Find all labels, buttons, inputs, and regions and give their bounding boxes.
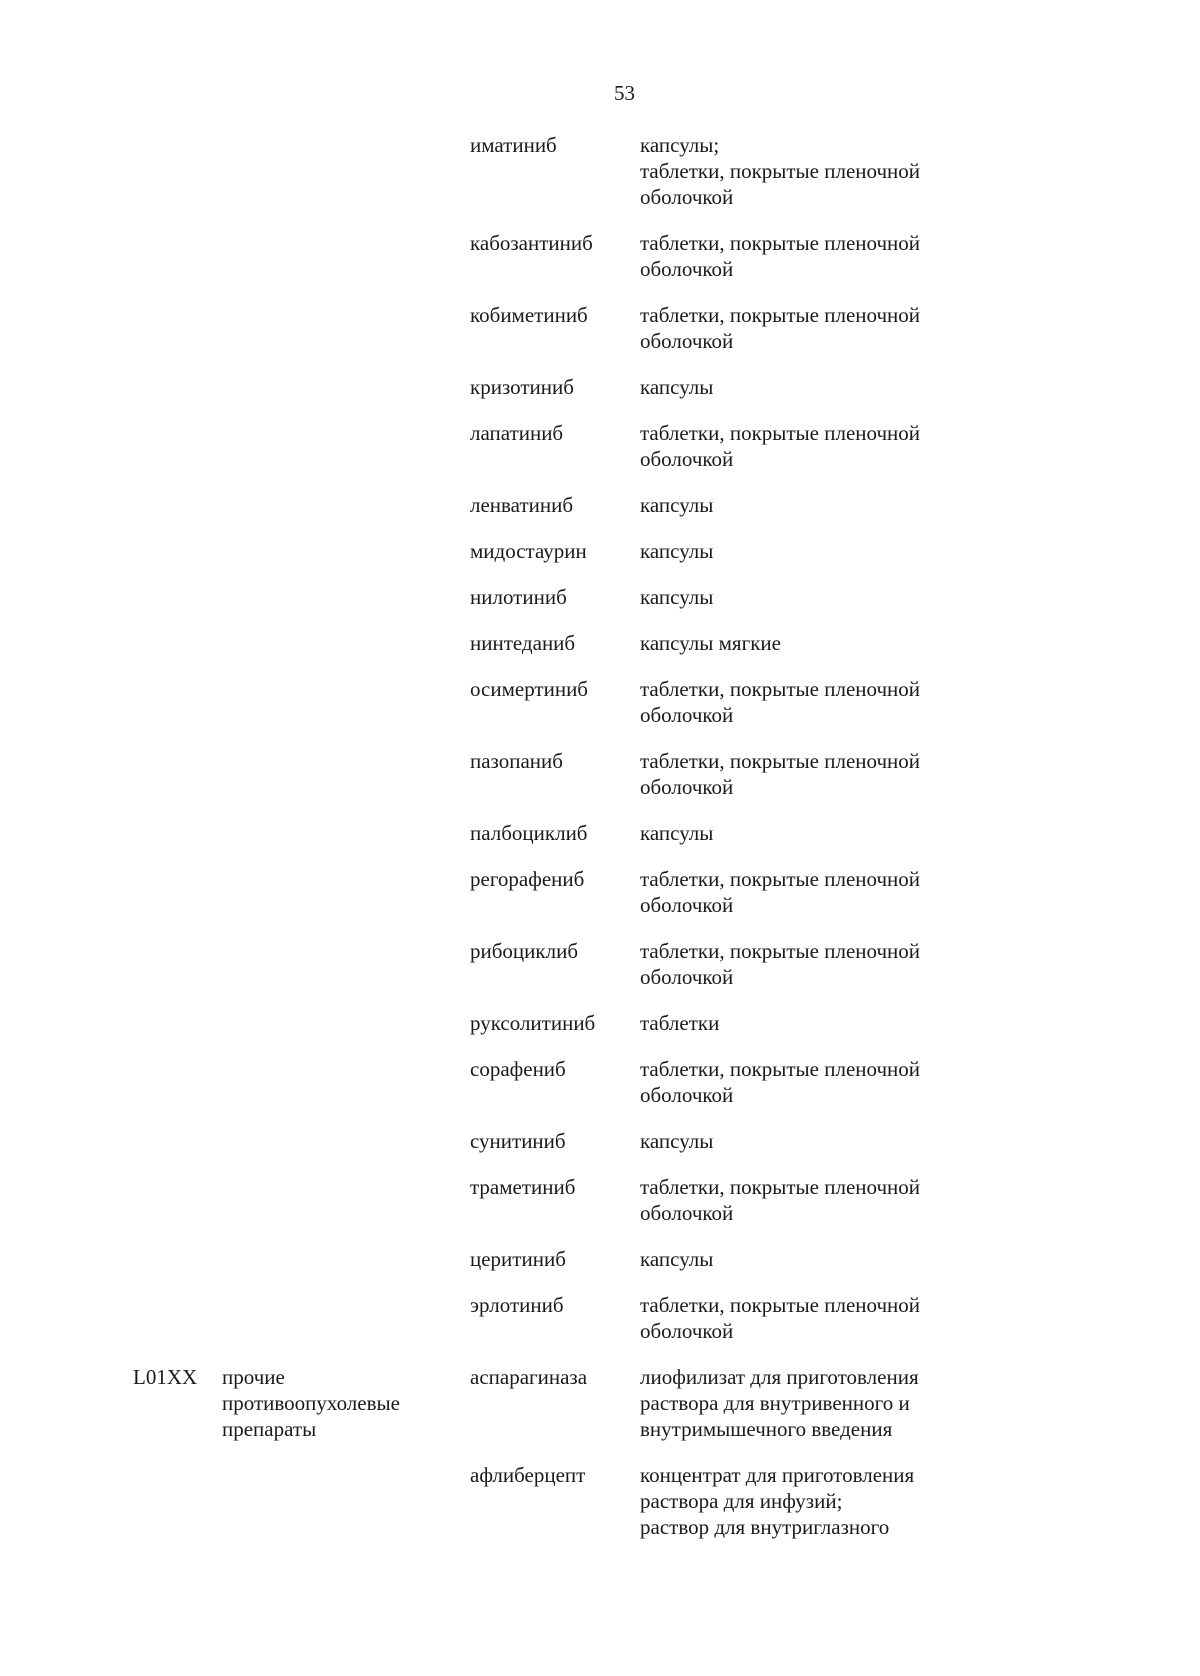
dosage-form-line: капсулы xyxy=(640,539,714,563)
dosage-form-line: раствор для внутриглазного xyxy=(640,1515,890,1539)
drug-name: траметиниб xyxy=(470,1175,576,1199)
dosage-form-line: таблетки, покрытые пленочной xyxy=(640,939,921,963)
dosage-form xyxy=(640,866,980,918)
dosage-form xyxy=(640,1364,980,1442)
drug-name: афлиберцепт xyxy=(470,1463,586,1487)
dosage-form-line: раствора для инфузий; xyxy=(640,1489,843,1513)
dosage-form xyxy=(640,1128,980,1154)
dosage-form-line: оболочкой xyxy=(640,1319,734,1343)
dosage-form xyxy=(640,420,980,472)
dosage-form-line: оболочкой xyxy=(640,185,734,209)
dosage-form xyxy=(640,630,980,656)
table-row xyxy=(0,1364,1200,1442)
drug-name: эрлотиниб xyxy=(470,1293,564,1317)
dosage-form xyxy=(640,1292,980,1344)
dosage-form-line: таблетки, покрытые пленочной xyxy=(640,749,921,773)
table-row xyxy=(0,584,1200,610)
table-row xyxy=(0,302,1200,354)
dosage-form-line: таблетки, покрытые пленочной xyxy=(640,1293,921,1317)
dosage-form xyxy=(640,1010,980,1036)
drug-name: кризотиниб xyxy=(470,375,574,399)
dosage-form-line: капсулы xyxy=(640,493,714,517)
page-number: 53 xyxy=(614,81,635,105)
table-row xyxy=(0,866,1200,918)
table-row xyxy=(0,748,1200,800)
dosage-form-line: таблетки, покрытые пленочной xyxy=(640,421,921,445)
dosage-form xyxy=(640,1462,980,1540)
drug-name: осимертиниб xyxy=(470,677,588,701)
dosage-form-line: оболочкой xyxy=(640,703,734,727)
dosage-form-line: таблетки, покрытые пленочной xyxy=(640,677,921,701)
dosage-form-line: таблетки xyxy=(640,1011,720,1035)
dosage-form-line: капсулы xyxy=(640,375,714,399)
dosage-form-line: таблетки, покрытые пленочной xyxy=(640,867,921,891)
dosage-form-line: оболочкой xyxy=(640,775,734,799)
dosage-form-line: таблетки, покрытые пленочной xyxy=(640,231,921,255)
dosage-form xyxy=(640,1056,980,1108)
table-row xyxy=(0,630,1200,656)
dosage-form-line: оболочкой xyxy=(640,257,734,281)
table-row xyxy=(0,1246,1200,1272)
drug-name: палбоциклиб xyxy=(470,821,588,845)
dosage-form xyxy=(640,820,980,846)
dosage-form-line: капсулы xyxy=(640,821,714,845)
table-row xyxy=(0,1056,1200,1108)
dosage-form-line: таблетки, покрытые пленочной xyxy=(640,1057,921,1081)
drug-name: сунитиниб xyxy=(470,1129,566,1153)
dosage-form xyxy=(640,938,980,990)
dosage-form-line: оболочкой xyxy=(640,447,734,471)
drug-name: руксолитиниб xyxy=(470,1011,596,1035)
dosage-form-line: оболочкой xyxy=(640,893,734,917)
dosage-form-line: капсулы мягкие xyxy=(640,631,781,655)
dosage-form-line: внутримышечного введения xyxy=(640,1417,893,1441)
drug-name: мидостаурин xyxy=(470,539,587,563)
dosage-form xyxy=(640,584,980,610)
table-row xyxy=(0,132,1200,210)
table-row xyxy=(0,676,1200,728)
dosage-form-line: таблетки, покрытые пленочной xyxy=(640,1175,921,1199)
table-row xyxy=(0,1010,1200,1036)
dosage-form-line: лиофилизат для приготовления xyxy=(640,1365,919,1389)
pharmacological-group: прочие противоопухолевые препараты xyxy=(222,1365,400,1441)
drug-name: лапатиниб xyxy=(470,421,564,445)
drug-name: кобиметиниб xyxy=(470,303,588,327)
dosage-form xyxy=(640,374,980,400)
drug-name: сорафениб xyxy=(470,1057,566,1081)
dosage-form xyxy=(640,748,980,800)
dosage-form xyxy=(640,302,980,354)
dosage-form xyxy=(640,1174,980,1226)
drug-name: рибоциклиб xyxy=(470,939,579,963)
table-row xyxy=(0,1462,1200,1540)
table-row xyxy=(0,492,1200,518)
dosage-form xyxy=(640,676,980,728)
table-row xyxy=(0,1292,1200,1344)
dosage-form-line: капсулы xyxy=(640,1129,714,1153)
drug-name: нилотиниб xyxy=(470,585,567,609)
dosage-form-line: капсулы xyxy=(640,1247,714,1271)
drug-name: нинтеданиб xyxy=(470,631,576,655)
dosage-form xyxy=(640,1246,980,1272)
table-row xyxy=(0,538,1200,564)
table-row xyxy=(0,1174,1200,1226)
table-row xyxy=(0,230,1200,282)
drug-table xyxy=(0,132,1200,1560)
table-row xyxy=(0,938,1200,990)
drug-name: иматиниб xyxy=(470,133,557,157)
atc-code: L01XX xyxy=(133,1365,198,1389)
dosage-form-line: оболочкой xyxy=(640,1083,734,1107)
dosage-form-line: таблетки, покрытые пленочной xyxy=(640,159,921,183)
dosage-form xyxy=(640,230,980,282)
dosage-form-line: таблетки, покрытые пленочной xyxy=(640,303,921,327)
table-row xyxy=(0,1128,1200,1154)
table-row xyxy=(0,820,1200,846)
dosage-form-line: концентрат для приготовления xyxy=(640,1463,915,1487)
dosage-form-line: капсулы xyxy=(640,585,714,609)
dosage-form xyxy=(640,132,980,210)
drug-name: пазопаниб xyxy=(470,749,563,773)
drug-name: регорафениб xyxy=(470,867,585,891)
table-row xyxy=(0,420,1200,472)
table-row xyxy=(0,374,1200,400)
dosage-form-line: оболочкой xyxy=(640,329,734,353)
dosage-form-line: оболочкой xyxy=(640,965,734,989)
dosage-form xyxy=(640,538,980,564)
dosage-form-line: оболочкой xyxy=(640,1201,734,1225)
dosage-form xyxy=(640,492,980,518)
drug-name: церитиниб xyxy=(470,1247,566,1271)
drug-name: аспарагиназа xyxy=(470,1365,588,1389)
drug-name: кабозантиниб xyxy=(470,231,593,255)
dosage-form-line: капсулы; xyxy=(640,133,720,157)
drug-name: ленватиниб xyxy=(470,493,574,517)
dosage-form-line: раствора для внутривенного и xyxy=(640,1391,910,1415)
